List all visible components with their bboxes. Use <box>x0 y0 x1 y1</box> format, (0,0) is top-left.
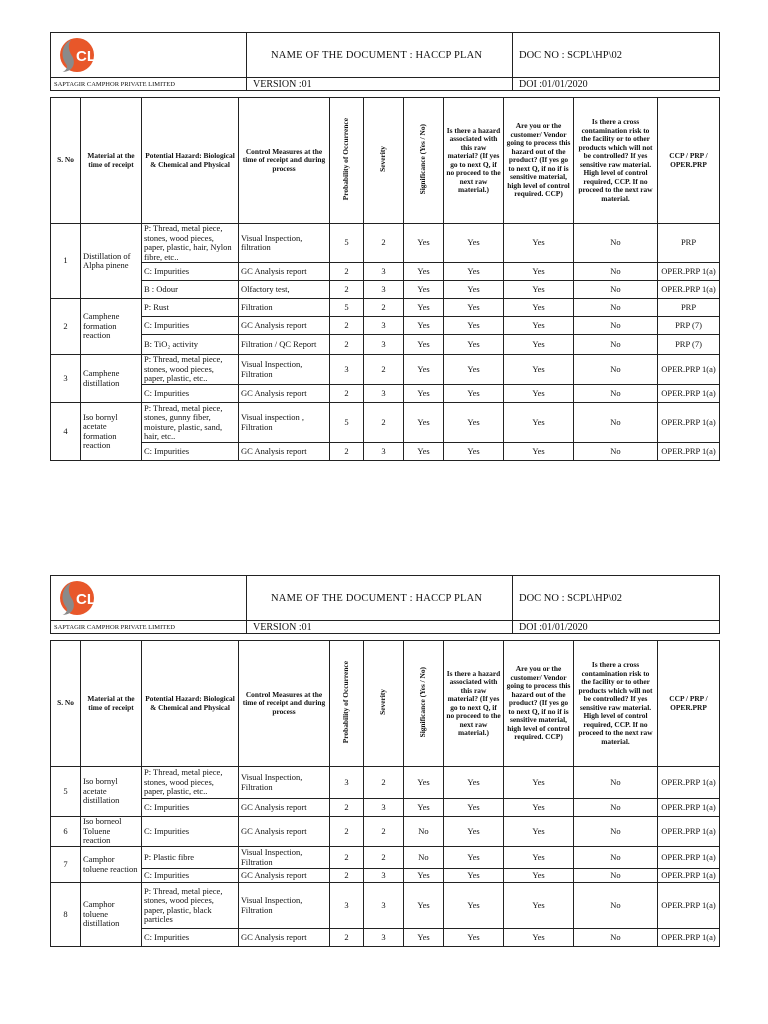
cell-ccp: OPER.PRP 1(a) <box>658 869 720 883</box>
cell-hazard: C: Impurities <box>142 869 239 883</box>
cell-significance: Yes <box>404 335 444 355</box>
table-row <box>51 443 720 461</box>
cell-q1: Yes <box>444 929 504 947</box>
cell-hazard: C: Impurities <box>142 929 239 947</box>
cell-q2: Yes <box>504 929 574 947</box>
company-logo <box>51 576 247 621</box>
table-row <box>51 799 720 817</box>
document-page-2 <box>50 575 719 947</box>
table-row <box>51 335 720 355</box>
col-control: Control Measures at the time of receipt and during process <box>239 98 330 224</box>
cell-significance: No <box>404 847 444 869</box>
cell-significance: No <box>404 817 444 847</box>
cell-ccp: OPER.PRP 1(a) <box>658 817 720 847</box>
cell-ccp: OPER.PRP 1(a) <box>658 799 720 817</box>
cell-q1: Yes <box>444 335 504 355</box>
cell-material: Camphene formation reaction <box>81 299 142 355</box>
cell-severity: 3 <box>364 281 404 299</box>
col-probability: Probability of Occurrence <box>330 641 364 767</box>
cell-hazard: C: Impurities <box>142 443 239 461</box>
table-row <box>51 847 720 869</box>
cell-q3: No <box>574 403 658 443</box>
cell-hazard: P: Thread, metal piece, stones, gunny fiber, moisture, plastic, sand, hair, etc.. <box>142 403 239 443</box>
cell-q1: Yes <box>444 767 504 799</box>
cell-q2: Yes <box>504 385 574 403</box>
document-version: VERSION :01 <box>247 621 513 634</box>
cell-q1: Yes <box>444 355 504 385</box>
cell-hazard: C: Impurities <box>142 385 239 403</box>
cell-q3: No <box>574 767 658 799</box>
cell-control: Visual Inspection, filtration <box>239 224 330 263</box>
company-name: SAPTAGIR CAMPHOR PRIVATE LIMITED <box>51 78 247 91</box>
cell-control: GC Analysis report <box>239 385 330 403</box>
cell-hazard: P: Plastic fibre <box>142 847 239 869</box>
cell-q3: No <box>574 281 658 299</box>
cell-sno: 6 <box>51 817 81 847</box>
cell-significance: Yes <box>404 317 444 335</box>
cell-probability: 2 <box>330 335 364 355</box>
cell-severity: 3 <box>364 263 404 281</box>
table-row <box>51 385 720 403</box>
cell-q1: Yes <box>444 317 504 335</box>
cell-control: Visual inspection , Filtration <box>239 403 330 443</box>
cell-q2: Yes <box>504 883 574 929</box>
cell-q3: No <box>574 385 658 403</box>
cell-q2: Yes <box>504 355 574 385</box>
table-row <box>51 299 720 317</box>
svg-text:CL: CL <box>76 48 96 65</box>
cell-material: Iso bornyl acetate formation reaction <box>81 403 142 461</box>
cell-ccp: OPER.PRP 1(a) <box>658 443 720 461</box>
cell-significance: Yes <box>404 799 444 817</box>
cell-q1: Yes <box>444 869 504 883</box>
cell-q1: Yes <box>444 847 504 869</box>
cell-significance: Yes <box>404 767 444 799</box>
col-significance: Significance (Yes / No) <box>404 98 444 224</box>
cell-control: Filtration / QC Report <box>239 335 330 355</box>
cell-q3: No <box>574 224 658 263</box>
cell-q2: Yes <box>504 869 574 883</box>
cell-severity: 3 <box>364 883 404 929</box>
cell-sno: 7 <box>51 847 81 883</box>
cell-q1: Yes <box>444 281 504 299</box>
cell-control: Visual Inspection, Filtration <box>239 767 330 799</box>
scl-logo-icon <box>54 36 100 74</box>
cell-ccp: OPER.PRP 1(a) <box>658 281 720 299</box>
cell-sno: 5 <box>51 767 81 817</box>
cell-severity: 2 <box>364 224 404 263</box>
cell-material: Camphor toluene reaction <box>81 847 142 883</box>
cell-probability: 5 <box>330 299 364 317</box>
cell-hazard: P: Thread, metal piece, stones, wood pieces, paper, plastic, etc.. <box>142 767 239 799</box>
col-q3: Is there a cross contamination risk to the facility or to other products which will not be controlled? If yes sensitive raw material. High level of control required, CCP. If no proceed to the next raw material. <box>574 641 658 767</box>
cell-ccp: PRP (7) <box>658 317 720 335</box>
document-name: NAME OF THE DOCUMENT : HACCP PLAN <box>247 576 513 621</box>
cell-q2: Yes <box>504 281 574 299</box>
cell-probability: 3 <box>330 767 364 799</box>
cell-control: GC Analysis report <box>239 869 330 883</box>
table-row <box>51 317 720 335</box>
cell-ccp: PRP <box>658 299 720 317</box>
table-row <box>51 767 720 799</box>
company-logo <box>51 33 247 78</box>
col-control: Control Measures at the time of receipt and during process <box>239 641 330 767</box>
cell-control: Visual Inspection, Filtration <box>239 355 330 385</box>
cell-sno: 2 <box>51 299 81 355</box>
cell-significance: Yes <box>404 224 444 263</box>
col-hazard: Potential Hazard: Biological & Chemical and Physical <box>142 641 239 767</box>
cell-q3: No <box>574 355 658 385</box>
cell-hazard: C: Impurities <box>142 263 239 281</box>
cell-hazard: C: Impurities <box>142 817 239 847</box>
cell-severity: 3 <box>364 869 404 883</box>
cell-sno: 4 <box>51 403 81 461</box>
cell-q2: Yes <box>504 335 574 355</box>
col-sno: S. No <box>51 641 81 767</box>
cell-ccp: OPER.PRP 1(a) <box>658 355 720 385</box>
cell-q3: No <box>574 299 658 317</box>
table-row <box>51 883 720 929</box>
cell-q1: Yes <box>444 443 504 461</box>
cell-control: Visual Inspection, Filtration <box>239 847 330 869</box>
cell-severity: 2 <box>364 403 404 443</box>
cell-hazard: C: Impurities <box>142 317 239 335</box>
cell-ccp: PRP (7) <box>658 335 720 355</box>
cell-severity: 2 <box>364 355 404 385</box>
cell-ccp: OPER.PRP 1(a) <box>658 767 720 799</box>
cell-q2: Yes <box>504 767 574 799</box>
col-sno: S. No <box>51 98 81 224</box>
document-number: DOC NO : SCPL\HP\02 <box>513 33 720 78</box>
col-q1: Is there a hazard associated with this raw material? (If yes go to next Q, if no proceed to the next raw material.) <box>444 641 504 767</box>
cell-ccp: OPER.PRP 1(a) <box>658 263 720 281</box>
table-row <box>51 869 720 883</box>
cell-ccp: PRP <box>658 224 720 263</box>
cell-q2: Yes <box>504 299 574 317</box>
cell-q2: Yes <box>504 799 574 817</box>
col-severity: Severity <box>364 98 404 224</box>
cell-probability: 2 <box>330 443 364 461</box>
cell-significance: Yes <box>404 443 444 461</box>
col-q2: Are you or the customer/ Vendor going to process this hazard out of the product? (If yes go to next Q, if no if is sensitive material, high level of control required. CCP) <box>504 98 574 224</box>
cell-severity: 3 <box>364 929 404 947</box>
cell-probability: 5 <box>330 224 364 263</box>
col-ccp: CCP / PRP / OPER.PRP <box>658 641 720 767</box>
cell-q3: No <box>574 443 658 461</box>
col-probability: Probability of Occurrence <box>330 98 364 224</box>
cell-material: Camphor toluene distillation <box>81 883 142 947</box>
cell-q3: No <box>574 847 658 869</box>
cell-significance: Yes <box>404 883 444 929</box>
cell-q3: No <box>574 263 658 281</box>
cell-q1: Yes <box>444 403 504 443</box>
col-material: Material at the time of receipt <box>81 98 142 224</box>
cell-probability: 2 <box>330 317 364 335</box>
company-name: SAPTAGIR CAMPHOR PRIVATE LIMITED <box>51 621 247 634</box>
cell-material: Distillation of Alpha pinene <box>81 224 142 299</box>
cell-probability: 2 <box>330 817 364 847</box>
cell-probability: 2 <box>330 263 364 281</box>
cell-hazard: C: Impurities <box>142 799 239 817</box>
cell-q2: Yes <box>504 847 574 869</box>
document-header <box>50 575 720 634</box>
cell-sno: 8 <box>51 883 81 947</box>
col-material: Material at the time of receipt <box>81 641 142 767</box>
svg-text:CL: CL <box>76 591 96 608</box>
cell-q3: No <box>574 929 658 947</box>
date-of-issue: DOI :01/01/2020 <box>513 621 720 634</box>
cell-hazard: B: TiO₂ activity <box>142 335 239 355</box>
cell-control: GC Analysis report <box>239 929 330 947</box>
cell-control: Filtration <box>239 299 330 317</box>
cell-q2: Yes <box>504 224 574 263</box>
cell-ccp: OPER.PRP 1(a) <box>658 847 720 869</box>
cell-probability: 5 <box>330 403 364 443</box>
cell-probability: 2 <box>330 385 364 403</box>
cell-significance: Yes <box>404 869 444 883</box>
haccp-table-1 <box>50 97 720 461</box>
cell-control: GC Analysis report <box>239 317 330 335</box>
cell-severity: 3 <box>364 799 404 817</box>
cell-severity: 2 <box>364 817 404 847</box>
cell-q3: No <box>574 817 658 847</box>
cell-ccp: OPER.PRP 1(a) <box>658 385 720 403</box>
table-row <box>51 403 720 443</box>
cell-material: Iso borneol Toluene reaction <box>81 817 142 847</box>
cell-significance: Yes <box>404 355 444 385</box>
cell-probability: 2 <box>330 929 364 947</box>
col-hazard: Potential Hazard: Biological & Chemical and Physical <box>142 98 239 224</box>
cell-q3: No <box>574 335 658 355</box>
cell-control: Visual Inspection, Filtration <box>239 883 330 929</box>
cell-severity: 2 <box>364 767 404 799</box>
cell-ccp: OPER.PRP 1(a) <box>658 883 720 929</box>
cell-hazard: P: Thread, metal piece, stones, wood pieces, paper, plastic, black particles <box>142 883 239 929</box>
cell-severity: 3 <box>364 385 404 403</box>
cell-q1: Yes <box>444 817 504 847</box>
document-number: DOC NO : SCPL\HP\02 <box>513 576 720 621</box>
table-row <box>51 263 720 281</box>
col-significance: Significance (Yes / No) <box>404 641 444 767</box>
cell-q3: No <box>574 317 658 335</box>
cell-ccp: OPER.PRP 1(a) <box>658 929 720 947</box>
cell-hazard: P: Thread, metal piece, stones, wood pieces, paper, plastic, hair, Nylon fibre, etc.. <box>142 224 239 263</box>
cell-q2: Yes <box>504 403 574 443</box>
col-ccp: CCP / PRP / OPER.PRP <box>658 98 720 224</box>
cell-q3: No <box>574 883 658 929</box>
cell-severity: 3 <box>364 335 404 355</box>
cell-probability: 2 <box>330 799 364 817</box>
table-row <box>51 929 720 947</box>
cell-q1: Yes <box>444 224 504 263</box>
cell-severity: 3 <box>364 317 404 335</box>
cell-q1: Yes <box>444 263 504 281</box>
cell-material: Camphene distillation <box>81 355 142 403</box>
col-q2: Are you or the customer/ Vendor going to process this hazard out of the product? (If yes go to next Q, if no if is sensitive material, high level of control required. CCP) <box>504 641 574 767</box>
document-header <box>50 32 720 91</box>
cell-q1: Yes <box>444 385 504 403</box>
cell-q1: Yes <box>444 299 504 317</box>
cell-sno: 1 <box>51 224 81 299</box>
cell-hazard: P: Thread, metal piece, stones, wood pieces, paper, plastic, etc.. <box>142 355 239 385</box>
cell-q2: Yes <box>504 817 574 847</box>
cell-hazard: B : Odour <box>142 281 239 299</box>
date-of-issue: DOI :01/01/2020 <box>513 78 720 91</box>
cell-significance: Yes <box>404 263 444 281</box>
cell-control: GC Analysis report <box>239 817 330 847</box>
cell-q1: Yes <box>444 883 504 929</box>
document-page-1 <box>50 32 719 461</box>
cell-q2: Yes <box>504 443 574 461</box>
cell-sno: 3 <box>51 355 81 403</box>
cell-q1: Yes <box>444 799 504 817</box>
cell-q2: Yes <box>504 317 574 335</box>
cell-probability: 2 <box>330 869 364 883</box>
col-q3: Is there a cross contamination risk to the facility or to other products which will not be controlled? If yes sensitive raw material. High level of control required, CCP. If no proceed to the next raw material. <box>574 98 658 224</box>
cell-severity: 2 <box>364 299 404 317</box>
cell-significance: Yes <box>404 929 444 947</box>
cell-hazard: P: Rust <box>142 299 239 317</box>
document-version: VERSION :01 <box>247 78 513 91</box>
cell-ccp: OPER.PRP 1(a) <box>658 403 720 443</box>
cell-probability: 3 <box>330 883 364 929</box>
table-row <box>51 281 720 299</box>
cell-material: Iso bornyl acetate distillation <box>81 767 142 817</box>
cell-probability: 3 <box>330 355 364 385</box>
table-row <box>51 817 720 847</box>
cell-probability: 2 <box>330 847 364 869</box>
cell-control: GC Analysis report <box>239 799 330 817</box>
cell-severity: 3 <box>364 443 404 461</box>
cell-significance: Yes <box>404 299 444 317</box>
cell-q3: No <box>574 869 658 883</box>
document-name: NAME OF THE DOCUMENT : HACCP PLAN <box>247 33 513 78</box>
cell-control: GC Analysis report <box>239 263 330 281</box>
cell-control: Olfactory test, <box>239 281 330 299</box>
cell-significance: Yes <box>404 385 444 403</box>
cell-significance: Yes <box>404 403 444 443</box>
table-row <box>51 224 720 263</box>
cell-q2: Yes <box>504 263 574 281</box>
cell-significance: Yes <box>404 281 444 299</box>
col-q1: Is there a hazard associated with this raw material? (If yes go to next Q, if no proceed to the next raw material.) <box>444 98 504 224</box>
cell-severity: 2 <box>364 847 404 869</box>
cell-probability: 2 <box>330 281 364 299</box>
haccp-table-2 <box>50 640 720 947</box>
col-severity: Severity <box>364 641 404 767</box>
scl-logo-icon <box>54 579 100 617</box>
cell-control: GC Analysis report <box>239 443 330 461</box>
table-row <box>51 355 720 385</box>
cell-q3: No <box>574 799 658 817</box>
